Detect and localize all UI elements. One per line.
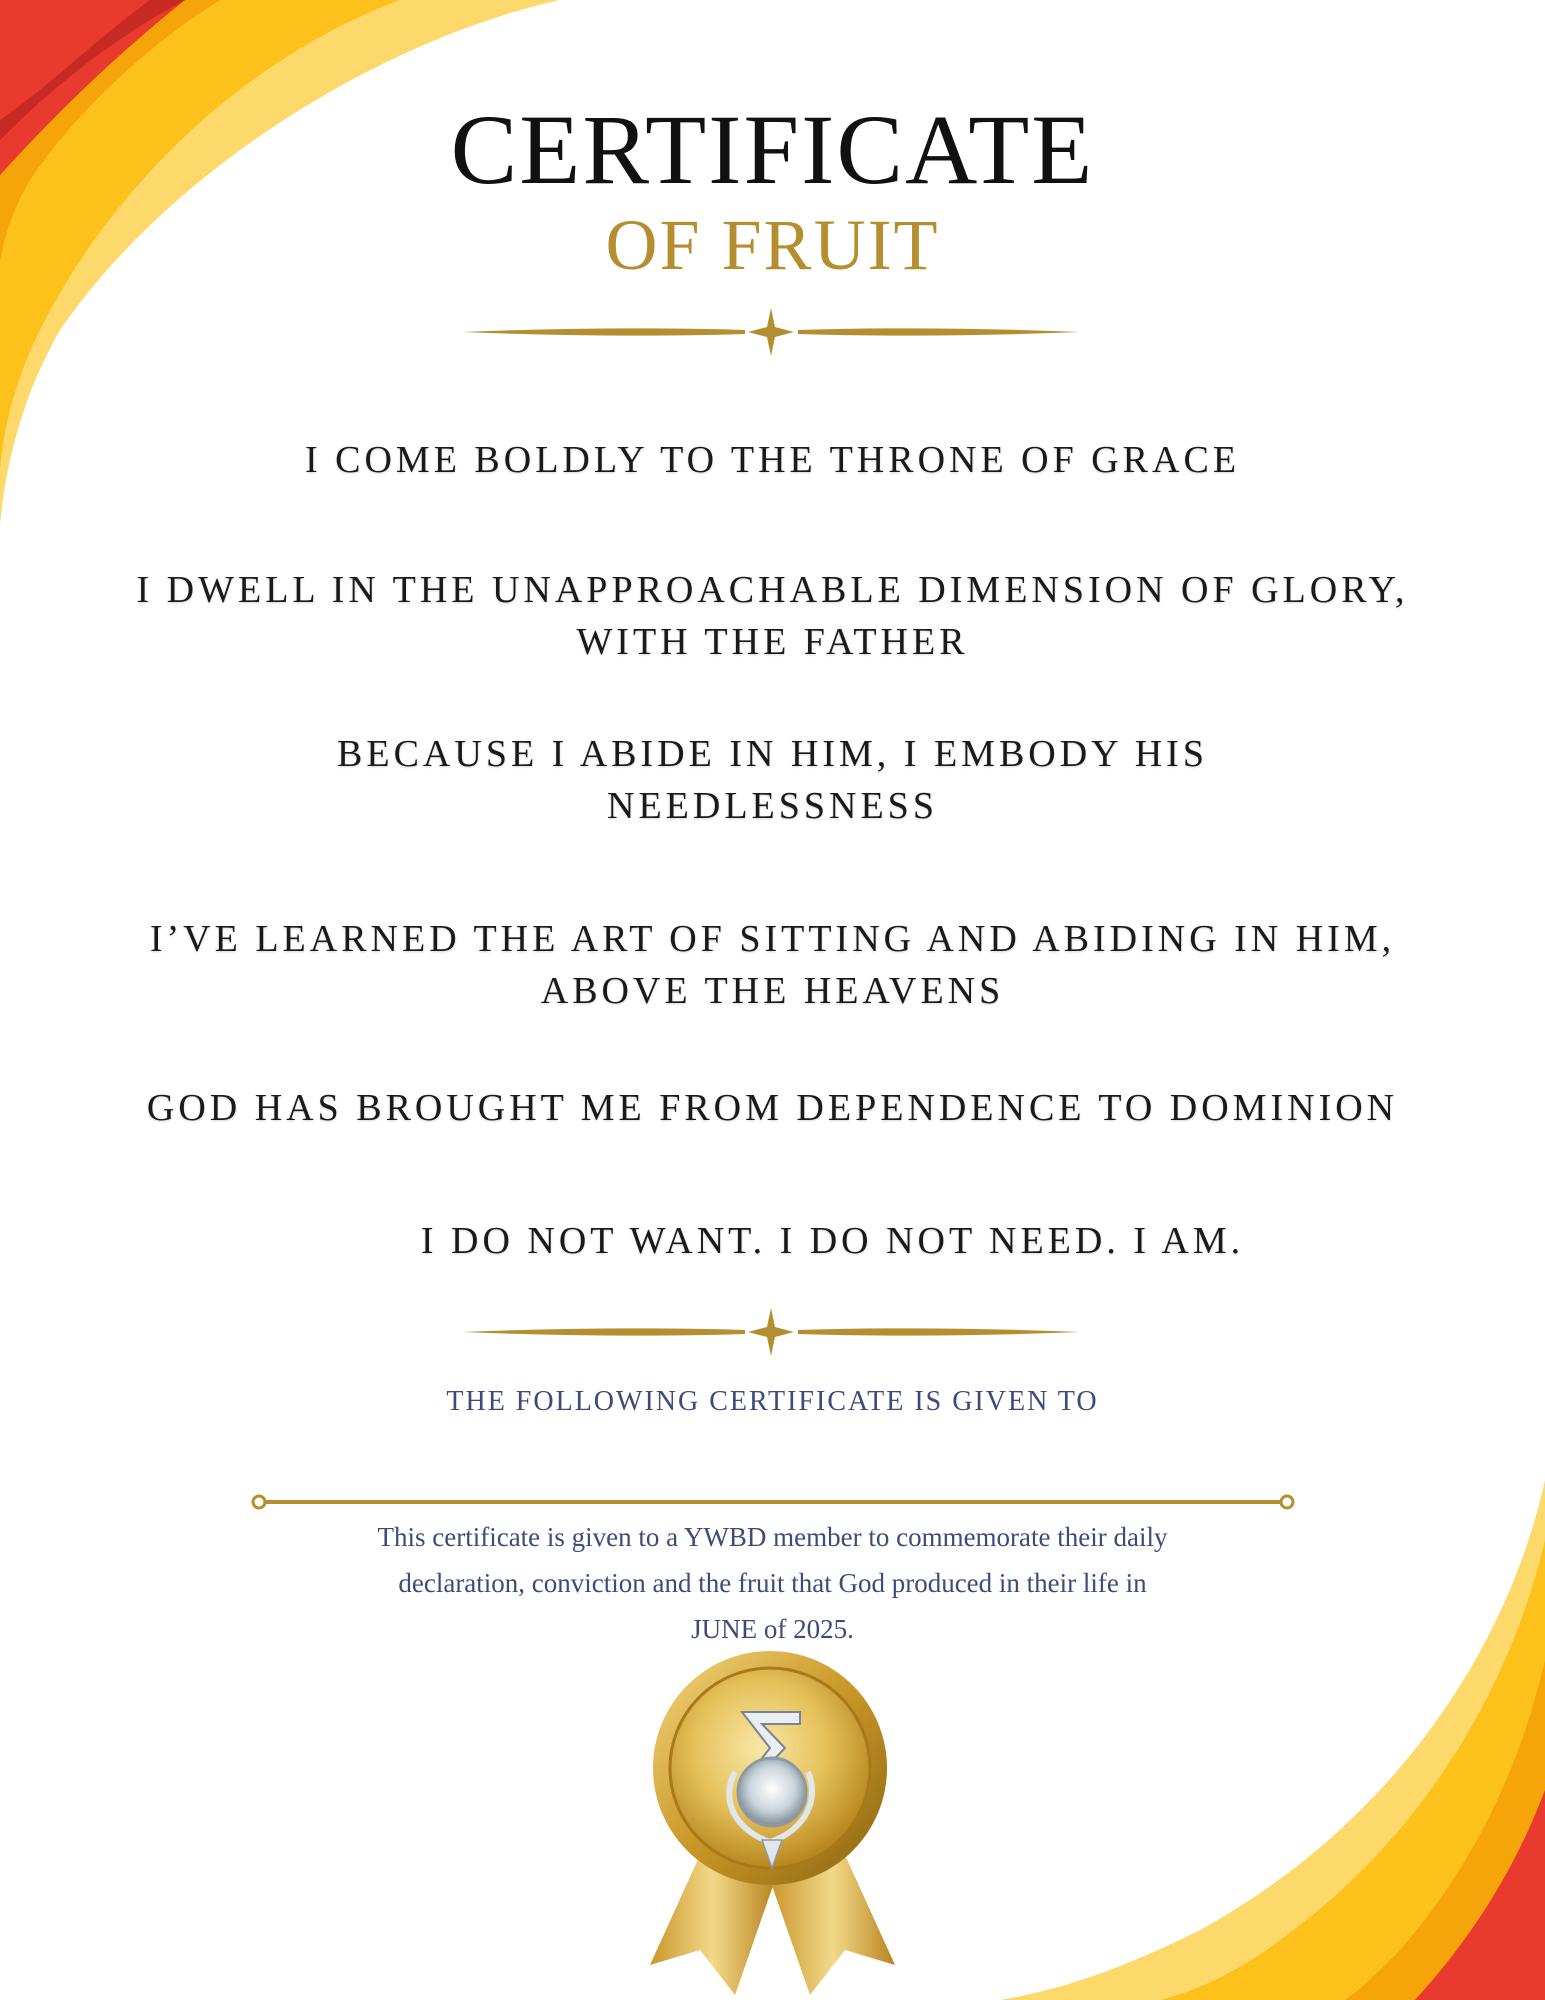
declaration bbox=[0, 564, 1545, 668]
declaration-line: I’VE LEARNED THE ART OF SITTING AND ABIDING IN HIM, bbox=[149, 918, 1396, 960]
declaration-line: ABOVE THE HEAVENS bbox=[540, 970, 1005, 1012]
certificate-description bbox=[0, 1514, 1545, 1652]
name-line bbox=[253, 1496, 1293, 1508]
certificate-subtitle: OF FRUIT bbox=[605, 205, 940, 285]
declaration-line: NEEDLESSNESS bbox=[607, 785, 938, 827]
star-icon bbox=[748, 308, 794, 356]
description-line: JUNE of 2025. bbox=[691, 1614, 854, 1644]
declaration-line: I DWELL IN THE UNAPPROACHABLE DIMENSION OF GLORY, bbox=[136, 569, 1409, 611]
declaration bbox=[60, 1215, 1545, 1267]
description-line: This certificate is given to a YWBD member to commemorate their daily bbox=[377, 1522, 1168, 1552]
declaration bbox=[0, 434, 1545, 486]
middle-divider bbox=[463, 1308, 1080, 1356]
declaration bbox=[0, 728, 1545, 832]
given-to-label: THE FOLLOWING CERTIFICATE IS GIVEN TO bbox=[446, 1386, 1099, 1417]
certificate-title: CERTIFICATE bbox=[450, 94, 1095, 205]
declaration-line: I COME BOLDLY TO THE THRONE OF GRACE bbox=[304, 439, 1241, 481]
declaration bbox=[0, 1082, 1545, 1134]
description-line: declaration, conviction and the fruit that God produced in their life in bbox=[398, 1568, 1147, 1598]
declaration-line: WITH THE FATHER bbox=[576, 621, 969, 663]
declaration-line: I DO NOT WANT. I DO NOT NEED. I AM. bbox=[420, 1220, 1245, 1262]
declaration bbox=[0, 913, 1545, 1017]
star-icon bbox=[748, 1308, 794, 1356]
top-divider bbox=[463, 308, 1080, 356]
declaration-line: GOD HAS BROUGHT ME FROM DEPENDENCE TO DOMINION bbox=[146, 1087, 1399, 1129]
declaration-line: BECAUSE I ABIDE IN HIM, I EMBODY HIS bbox=[337, 733, 1208, 775]
medal-icon bbox=[650, 1651, 895, 1995]
